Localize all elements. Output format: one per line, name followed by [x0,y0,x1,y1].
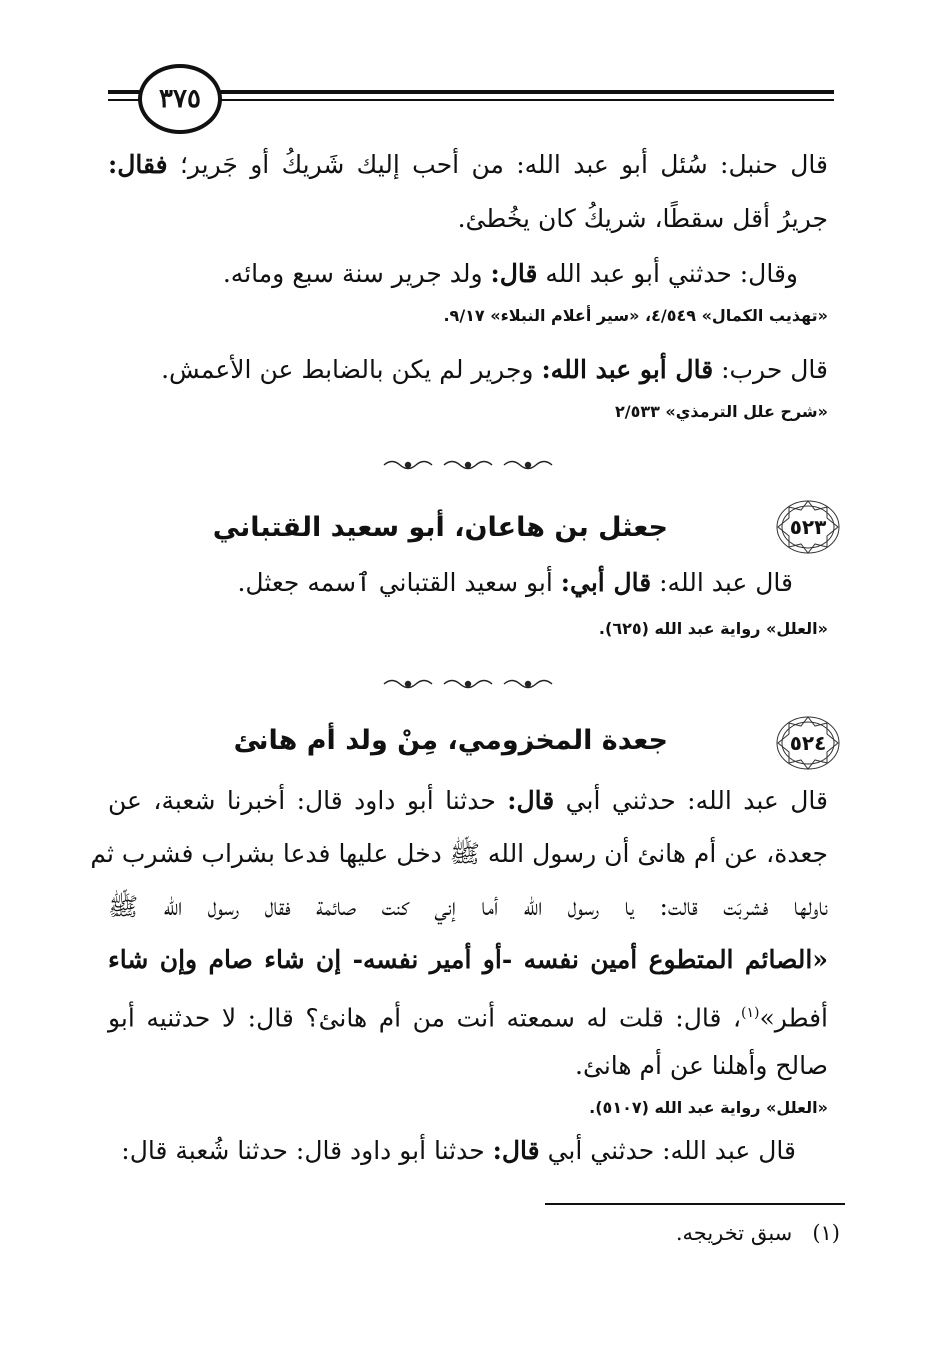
source-citation: «العلل» رواية عبد الله (٥١٠٧). [589,1098,828,1117]
footnote-number: (١) [812,1221,840,1245]
text-line: صالح وأهلنا عن أم هانئ. [575,1051,828,1080]
entry-number: ٥٢٤ [789,731,827,755]
entry-title: جعدة المخزومي، مِنْ ولد أم هانئ [233,725,668,756]
source-citation: «العلل» رواية عبد الله (٦٢٥). [598,619,828,638]
entry-title: جعثل بن هاعان، أبو سعيد القتباني [212,512,668,543]
source-citation: «شرح علل الترمذي» ٢/٥٣٣ [614,402,828,421]
text-line: قال عبد الله: قال أبي: أبو سعيد القتباني ٱسمه جعثل. [237,568,793,597]
text-line: جعدة، عن أم هانئ أن رسول الله ﷺ دخل عليها فدعا بشراب فشرب ثم [90,839,828,868]
text-line: قال عبد الله: حدثني أبي قال: حدثنا أبو داود قال: أخبرنا شعبة، عن [108,786,828,815]
text-line: «الصائم المتطوع أمين نفسه -أو أمير نفسه- إن شاء صام وإن شاء [108,945,828,974]
source-citation: «تهذيب الكمال» ٤/٥٤٩، «سير أعلام النبلاء» ٩/١٧. [443,306,828,325]
text-line: جريرُ أقل سقطًا، شريكُ كان يخُطئ. [457,204,828,233]
ornament-divider [380,677,560,691]
footnote-rule [545,1203,845,1205]
text-line: قال عبد الله: حدثني أبي قال: حدثنا أبو داود قال: حدثنا شُعبة قال: [121,1136,796,1165]
entry-number: ٥٢٣ [789,515,827,539]
text-line: قال حرب: قال أبو عبد الله: وجرير لم يكن بالضابط عن الأعمش. [161,355,828,384]
text-line: وقال: حدثني أبو عبد الله قال: ولد جرير سنة سبع ومائه. [222,259,798,288]
entry-number-medallion [775,498,841,556]
ornament-divider [380,458,560,472]
entry-number-medallion [775,714,841,772]
text-line: أفطر»$^{(١)}$، قال: قلت له سمعته أنت من أم هانئ؟ قال: لا حدثنيه أبو [108,1003,828,1033]
page-number: ٣٧٥ [138,64,222,134]
text-line: ناولها فشربَت قالت: يا رسول الله أما إني كنت صائمة فقال رسول الله ﷺ [108,892,828,921]
text-line: قال حنبل: سُئل أبو عبد الله: من أحب إليك شَريكُ أو جَرير؛ فقال: [108,150,828,179]
footnote-text: سبق تخريجه. [675,1221,793,1245]
footnote [400,1218,840,1248]
